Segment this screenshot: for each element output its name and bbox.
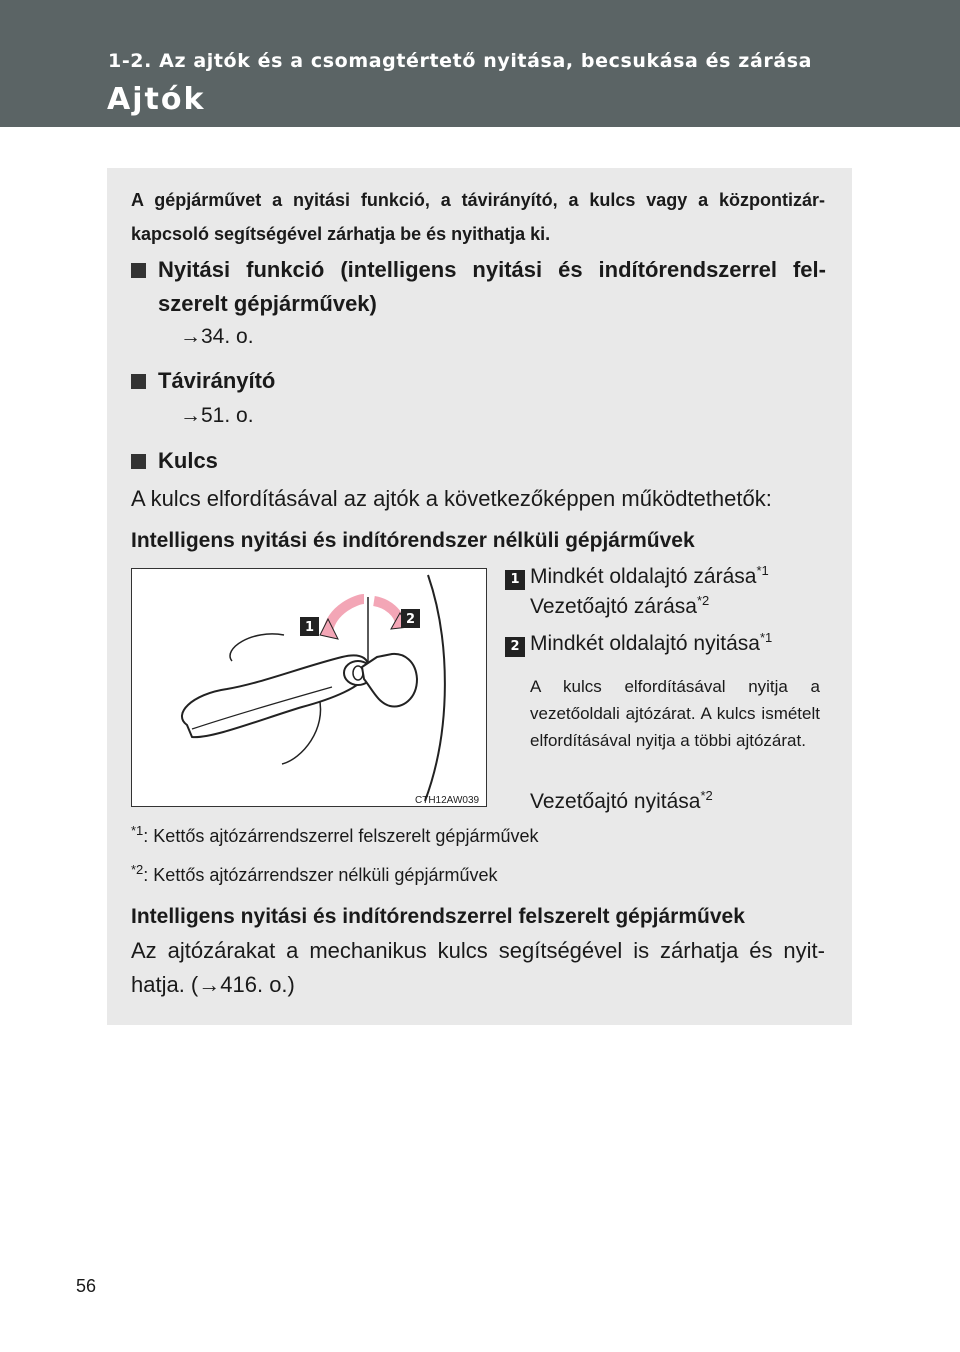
legend-item-2-line2: Vezetőajtó nyitása$^{*2}$ bbox=[530, 788, 713, 813]
door-handle-key-illustration bbox=[132, 569, 486, 806]
section-title-remote: Távirányító bbox=[158, 368, 276, 393]
section-title-opening-function: Nyitási funkció (intelligens nyitási és indítórendszerrel fel- bbox=[158, 257, 826, 282]
closing-paragraph-line1: Az ajtózárakat a mechanikus kulcs segítségével is zárhatja és nyit- bbox=[131, 938, 825, 963]
figure-badge-2: 2 bbox=[405, 612, 416, 627]
door-handle-figure bbox=[131, 568, 487, 807]
section-title-key: Kulcs bbox=[158, 448, 218, 473]
chapter-header bbox=[0, 0, 960, 127]
page-heading: Ajtók bbox=[107, 82, 206, 117]
legend-badge-2: 2 bbox=[505, 637, 525, 657]
section-title: 1-2. Az ajtók és a csomagtértető nyitása, becsukása és zárása bbox=[108, 50, 813, 72]
legend-item-2-note: A kulcs elfordításával nyitja a vezetőoldali ajtózárat. A kulcs ismételt elfordításával nyitja a többi ajtózárat. bbox=[530, 677, 820, 750]
page-reference-link[interactable]: →34. o. bbox=[180, 325, 254, 348]
closing-paragraph-line2: hatja. (→416. o.) bbox=[131, 972, 295, 997]
figure-badge-1: 1 bbox=[304, 620, 315, 635]
section-bullet-icon bbox=[131, 263, 146, 283]
legend-item-2-line1: Mindkét oldalajtó nyitása$^{*1}$ bbox=[530, 630, 773, 655]
footnote-1: $^{*1}$: Kettős ajtózárrendszerrel felszerelt gépjárművek bbox=[131, 823, 539, 846]
page-reference-link[interactable]: →51. o. bbox=[180, 404, 254, 427]
section-title-opening-function-cont: szerelt gépjárművek) bbox=[158, 291, 377, 316]
subheading-with-smart-system: Intelligens nyitási és indítórendszerrel felszerelt gépjárművek bbox=[131, 905, 745, 928]
key-description: A kulcs elfordításával az ajtók a következőképpen működtethetők: bbox=[131, 486, 772, 511]
subheading-without-smart-system: Intelligens nyitási és indítórendszer nélküli gépjárművek bbox=[131, 529, 695, 552]
legend-item-1-line2: Vezetőajtó zárása$^{*2}$ bbox=[530, 593, 710, 618]
section-bullet-icon bbox=[131, 374, 146, 394]
page-number: 56 bbox=[76, 1276, 97, 1296]
legend-badge-1: 1 bbox=[505, 570, 525, 590]
legend-item-1-line1: Mindkét oldalajtó zárása$^{*1}$ bbox=[530, 563, 769, 588]
figure-code: CTH12AW039 bbox=[415, 795, 480, 806]
section-bullet-icon bbox=[131, 454, 146, 474]
footnote-2: $^{*2}$: Kettős ajtózárrendszer nélküli gépjárművek bbox=[131, 862, 498, 885]
intro-paragraph: A gépjárművet a nyitási funkció, a távirányító, a kulcs vagy a központizár-kapcsoló segítségével zárhatja be és nyithatja ki. bbox=[131, 190, 825, 244]
